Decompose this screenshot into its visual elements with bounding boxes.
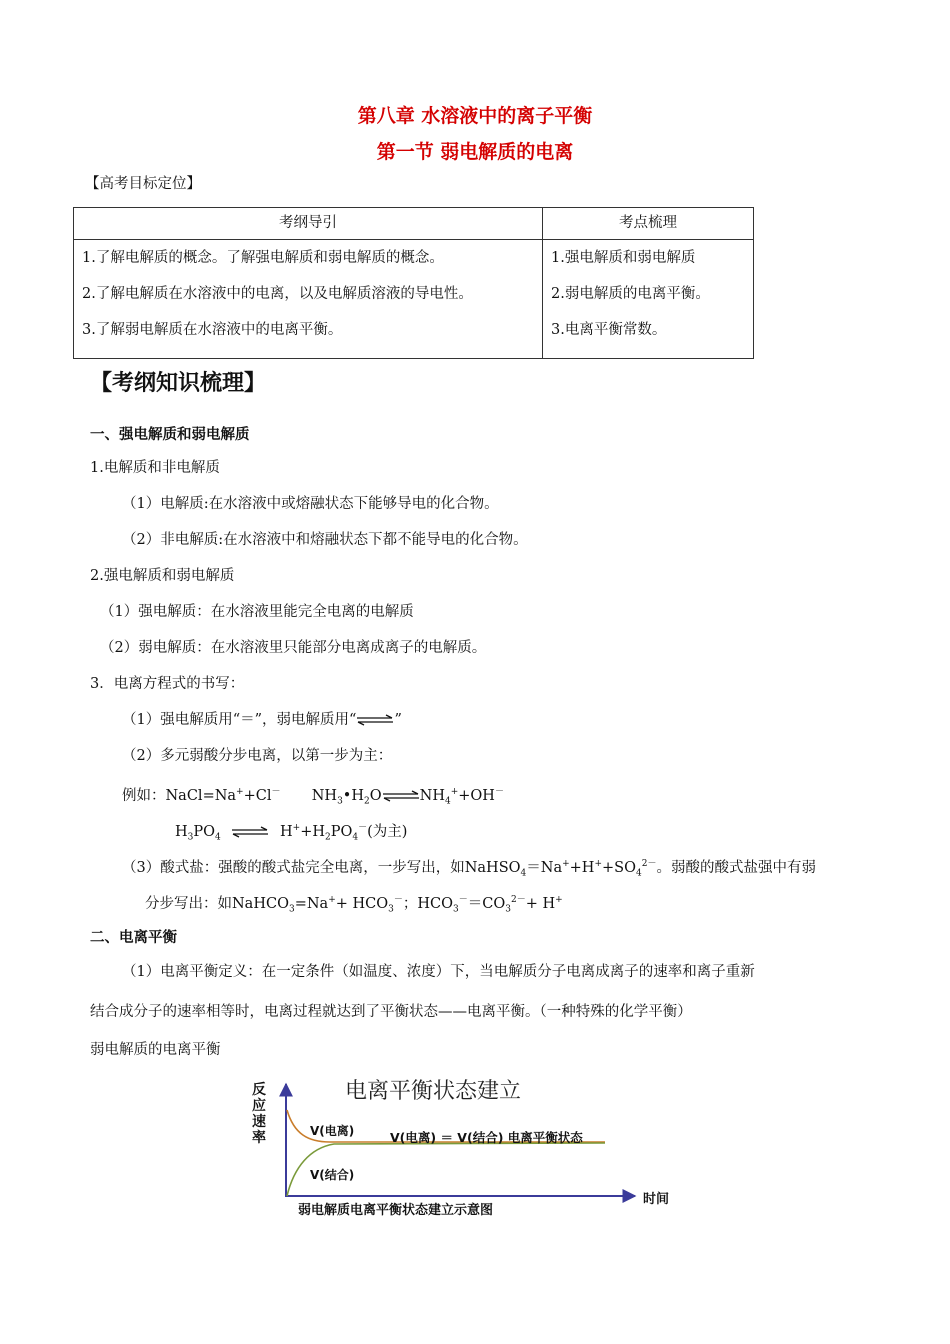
equilibrium-label: V(电离) ＝ V(结合) 电离平衡状态 bbox=[390, 1130, 583, 1145]
paragraph: 弱电解质的电离平衡 bbox=[90, 1042, 221, 1058]
goal-label: 【高考目标定位】 bbox=[85, 176, 201, 192]
points-cell bbox=[543, 240, 754, 359]
paragraph: （2）多元弱酸分步电离，以第一步为主： bbox=[122, 748, 393, 764]
list-item: 3.电离平衡常数。 bbox=[551, 322, 667, 338]
x-axis-label: 时间 bbox=[643, 1192, 670, 1207]
table-header-points: 考点梳理 bbox=[543, 208, 754, 240]
paragraph: （2）弱电解质：在水溶液里只能部分电离成离子的电解质。 bbox=[100, 640, 487, 656]
paragraph: （1）电解质:在水溶液中或熔融状态下能够导电的化合物。 bbox=[122, 496, 499, 512]
combine-rate-label: V(结合) bbox=[310, 1168, 355, 1182]
paragraph: （2）非电解质:在水溶液中和熔融状态下都不能导电的化合物。 bbox=[122, 532, 528, 548]
section1-heading: 一、强电解质和弱电解质 bbox=[90, 427, 250, 443]
chapter-title: 第八章 水溶液中的离子平衡 bbox=[357, 105, 593, 127]
paragraph: （3）酸式盐：强酸的酸式盐完全电离，一步写出，如$NaHSO_4=Na^++H^++SO_4^{2-}$。弱酸的酸式盐强中有弱 bbox=[122, 859, 816, 879]
list-item: 2.了解电解质在水溶液中的电离，以及电解质溶液的导电性。 bbox=[82, 286, 473, 302]
figure-title: 电离平衡状态建立 bbox=[345, 1079, 522, 1104]
paragraph: 结合成分子的速率相等时，电离过程就达到了平衡状态——电离平衡。（一种特殊的化学平衡） bbox=[90, 1004, 692, 1020]
knowledge-heading: 【考纲知识梳理】 bbox=[90, 371, 267, 396]
figure-caption: 弱电解质电离平衡状态建立示意图 bbox=[298, 1203, 494, 1218]
paragraph: 分步写出：如NaHCO$_3$=Na++ $HCO_3^-$；$HCO_3^-=CO_3^{2-}+ H^+$ bbox=[145, 895, 563, 915]
reversible-arrow-icon bbox=[356, 714, 394, 726]
paragraph: 2.强电解质和弱电解质 bbox=[90, 568, 235, 584]
example-line: 例如：NaCl=Na++Cl－ $NH_3•H_2O$ $NH_4^++OH^-$ bbox=[122, 787, 504, 807]
section2-heading: 二、电离平衡 bbox=[90, 930, 177, 946]
ionize-rate-label: V(电离) bbox=[310, 1124, 355, 1138]
paragraph: 1.电解质和非电解质 bbox=[90, 460, 220, 476]
paragraph: （1）强电解质：在水溶液里能完全电离的电解质 bbox=[100, 604, 414, 620]
paragraph: （1）强电解质用“＝”，弱电解质用“ ” bbox=[122, 712, 402, 728]
list-item: 3.了解弱电解质在水溶液中的电离平衡。 bbox=[82, 322, 343, 338]
paragraph: （1）电离平衡定义：在一定条件（如温度、浓度）下，当电解质分子电离成离子的速率和离子重新 bbox=[122, 964, 755, 980]
paragraph: 3．电离方程式的书写： bbox=[90, 676, 245, 692]
goal-table bbox=[73, 207, 754, 359]
list-item: 1.强电解质和弱电解质 bbox=[551, 250, 696, 266]
guide-cell bbox=[74, 240, 543, 359]
ionization-equilibrium-figure bbox=[250, 1072, 700, 1217]
list-item: 1.了解电解质的概念。了解强电解质和弱电解质的概念。 bbox=[82, 250, 444, 266]
y-axis-label: 反 应 速 率 bbox=[252, 1082, 266, 1146]
reversible-arrow-icon bbox=[382, 790, 420, 802]
example-line: $H_3PO_4$ $H^++H_2PO_4^-$(为主) bbox=[175, 823, 408, 843]
section-title: 第一节 弱电解质的电离 bbox=[376, 141, 574, 163]
reversible-arrow-icon bbox=[231, 826, 269, 838]
table-header-guide: 考纲导引 bbox=[74, 208, 543, 240]
list-item: 2.弱电解质的电离平衡。 bbox=[551, 286, 710, 302]
